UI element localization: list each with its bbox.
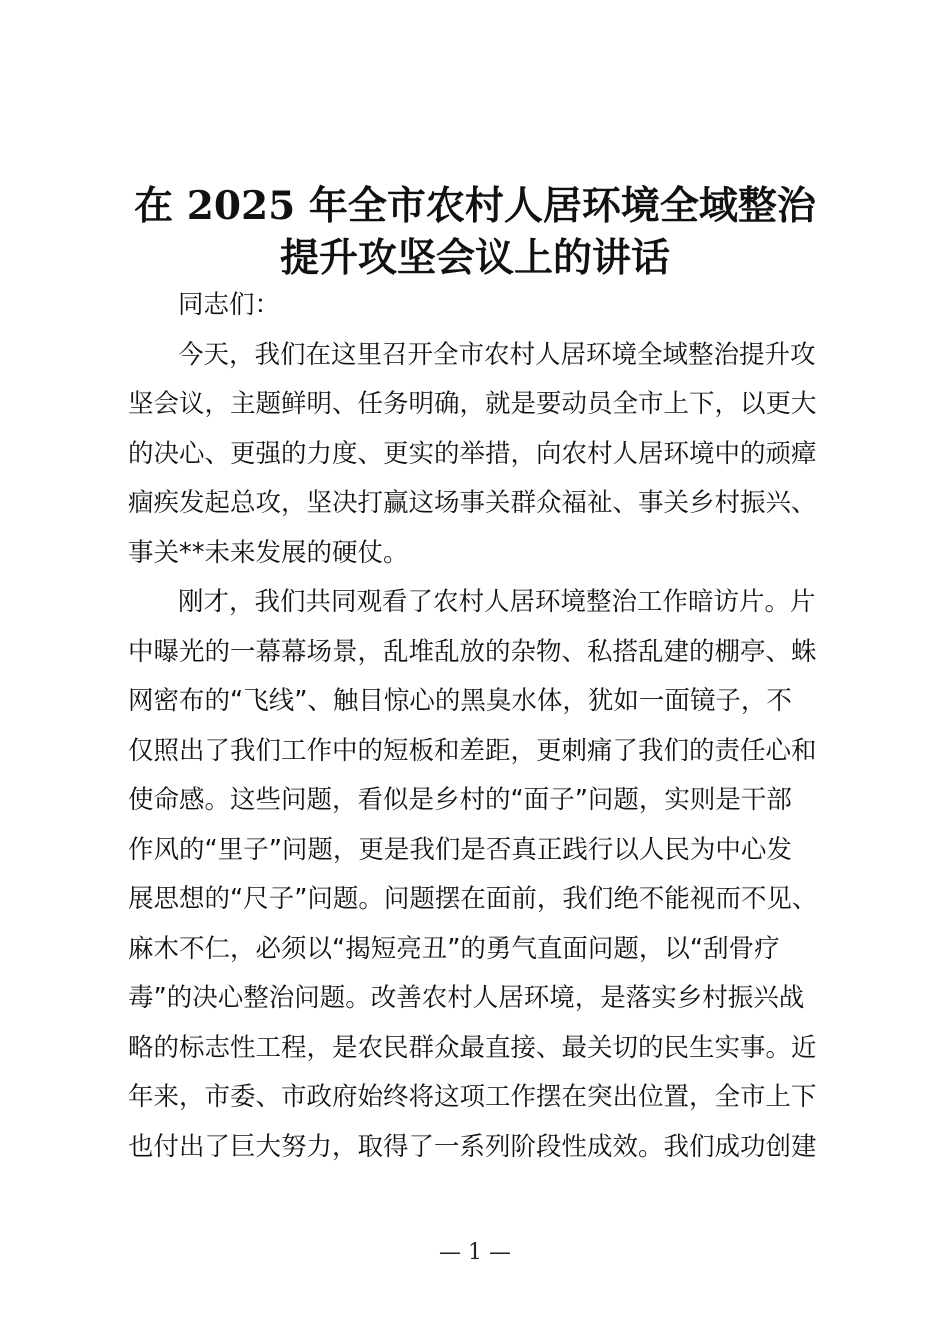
text-line: 作风的“里子”问题，更是我们是否真正践行以人民为中心发 bbox=[128, 834, 792, 865]
text-line: 刚才，我们共同观看了农村人居环境整治工作暗访片。片 bbox=[178, 587, 816, 617]
text-line: 同志们： bbox=[178, 290, 281, 320]
text-line: 今天，我们在这里召开全市农村人居环境全域整治提升攻 bbox=[178, 339, 816, 370]
text-line: 年来，市委、市政府始终将这项工作摆在突出位置，全市上下 bbox=[128, 1082, 817, 1112]
text-line: 也付出了巨大努力，取得了一系列阶段性成效。我们成功创建 bbox=[128, 1131, 817, 1162]
text-line: 的决心、更强的力度、更实的举措，向农村人居环境中的顽瘴 bbox=[128, 438, 817, 469]
text-line: 展思想的“尺子”问题。问题摆在面前，我们绝不能视而不见、 bbox=[128, 884, 818, 914]
text-line: 事关**未来发展的硬仗。 bbox=[128, 537, 409, 568]
text-line: 毒”的决心整治问题。改善农村人居环境，是落实乡村振兴战 bbox=[128, 983, 805, 1013]
text-line: 略的标志性工程，是农民群众最直接、最关切的民生实事。近 bbox=[128, 1032, 817, 1063]
text-line: 中曝光的一幕幕场景，乱堆乱放的杂物、私搭乱建的棚亭、蛛 bbox=[128, 636, 817, 667]
text-line: 网密布的“飞线”、触目惊心的黑臭水体，犹如一面镜子，不 bbox=[128, 686, 792, 716]
text-line: 坚会议，主题鲜明、任务明确，就是要动员全市上下，以更大 bbox=[128, 389, 817, 419]
page-number: — 1 — bbox=[439, 1240, 511, 1265]
text-line: 仅照出了我们工作中的短板和差距，更刺痛了我们的责任心和 bbox=[128, 735, 817, 766]
text-line: 痼疾发起总攻，坚决打赢这场事关群众福祉、事关乡村振兴、 bbox=[128, 488, 817, 518]
document-title-line-2: 提升攻坚会议上的讲话 bbox=[279, 235, 670, 281]
text-line: 使命感。这些问题，看似是乡村的“面子”问题，实则是干部 bbox=[128, 785, 792, 815]
document-body bbox=[128, 281, 840, 1172]
document-title-line-1: 在 2025 年全市农村人居环境全域整治 bbox=[134, 183, 816, 229]
text-line: 麻木不仁，必须以“揭短亮丑”的勇气直面问题，以“刮骨疗 bbox=[128, 933, 780, 964]
